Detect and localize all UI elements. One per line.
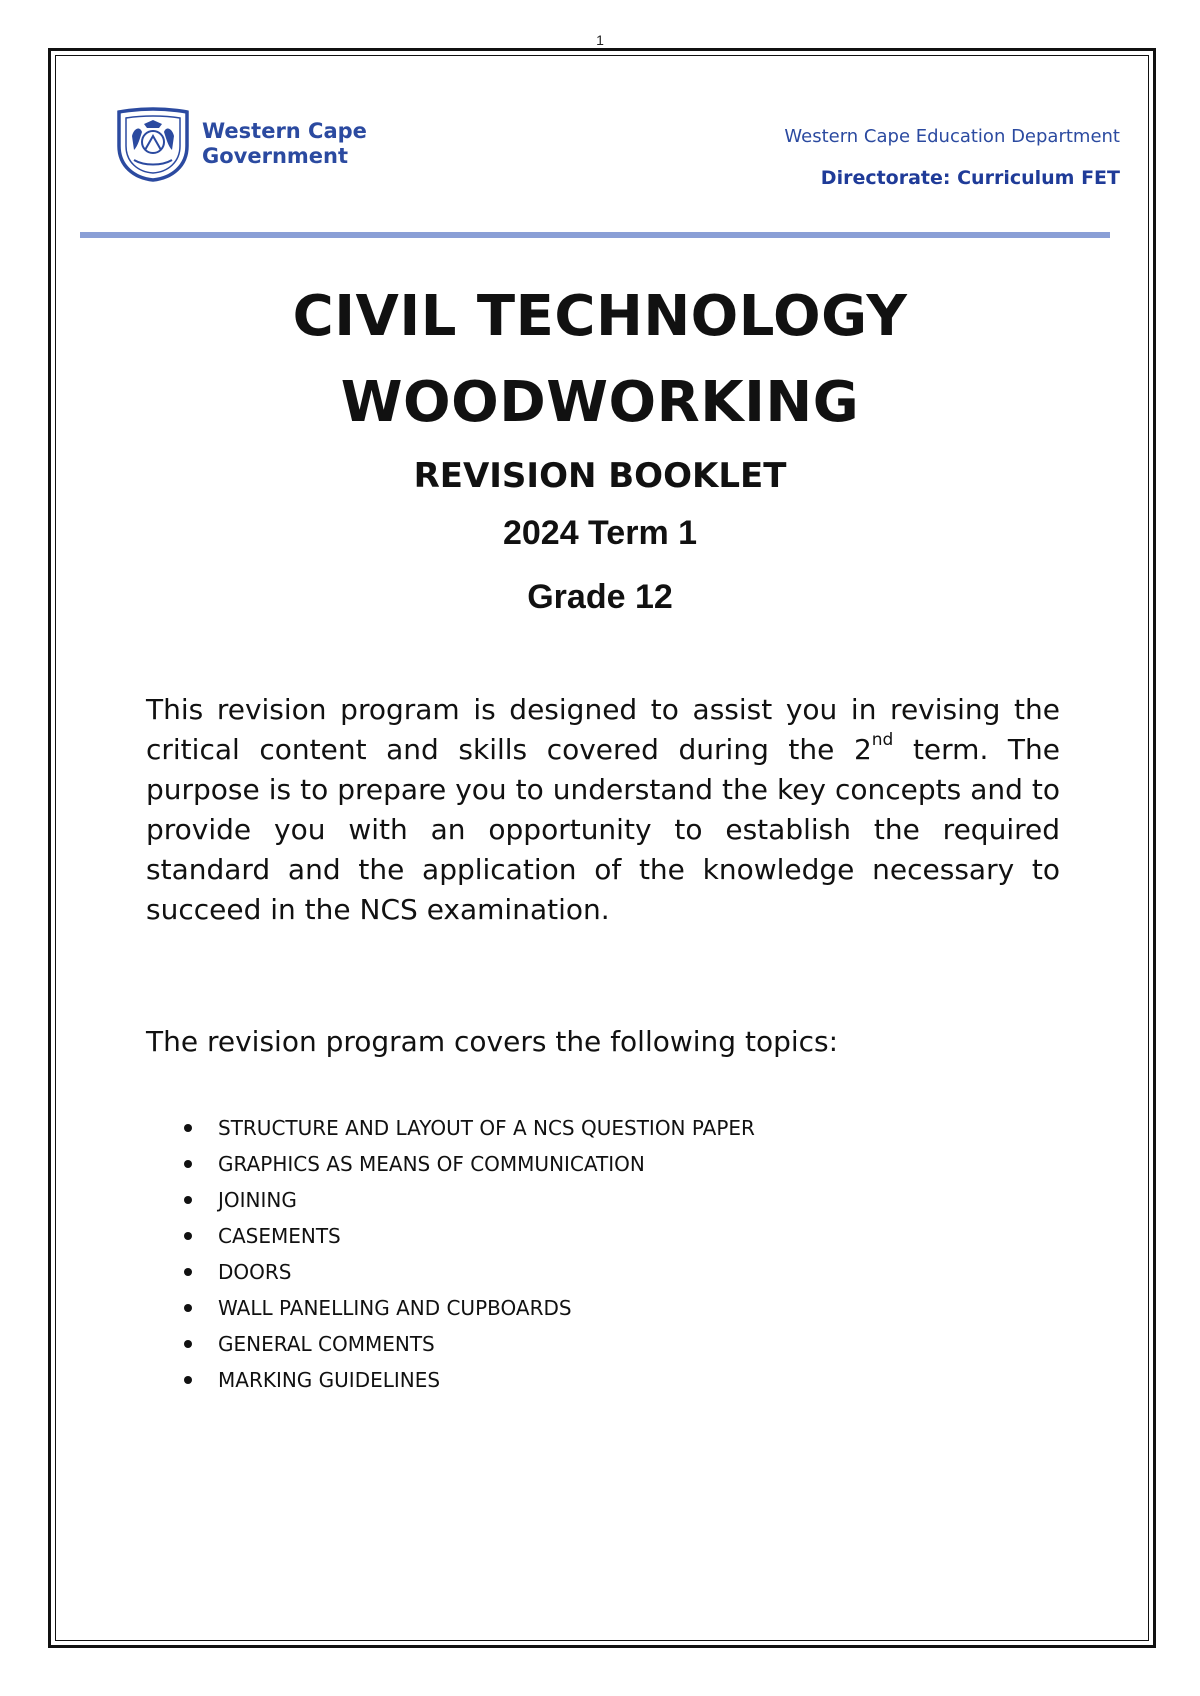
wcg-logo: [114, 106, 367, 182]
list-item: [182, 1254, 755, 1290]
intro-paragraph: [146, 690, 1060, 930]
bullet-icon: [184, 1340, 192, 1348]
list-item: [182, 1326, 755, 1362]
list-item: [182, 1362, 755, 1398]
intro-part-2: term. The purpose is to prepare you to understand the key concepts and to provide you with an opportunity to establish the required standard and the application of the knowledge necessary to succeed in the NCS examination.: [146, 733, 1061, 926]
topic-label: STRUCTURE AND LAYOUT OF A NCS QUESTION PAPER: [218, 1116, 755, 1140]
topic-label: GENERAL COMMENTS: [218, 1332, 435, 1356]
department-name: Western Cape Education Department: [784, 126, 1120, 147]
bullet-icon: [184, 1232, 192, 1240]
title-line-2: WOODWORKING: [340, 370, 860, 435]
list-item: [182, 1146, 755, 1182]
bullet-icon: [184, 1268, 192, 1276]
bullet-icon: [184, 1196, 192, 1204]
booklet-subtitle: REVISION BOOKLET: [413, 456, 787, 496]
intro-superscript: nd: [871, 730, 894, 750]
header-divider: [80, 232, 1110, 238]
list-item: [182, 1290, 755, 1326]
term-label: 2024 Term 1: [502, 514, 698, 552]
topic-label: DOORS: [218, 1260, 292, 1284]
topic-label: GRAPHICS AS MEANS OF COMMUNICATION: [218, 1152, 645, 1176]
grade-label: Grade 12: [527, 578, 673, 616]
bullet-icon: [184, 1124, 192, 1132]
topic-label: JOINING: [218, 1188, 297, 1212]
logo-line-1: Western Cape: [202, 119, 367, 143]
list-item: [182, 1218, 755, 1254]
topics-intro: The revision program covers the following topics:: [146, 1025, 839, 1058]
topic-label: WALL PANELLING AND CUPBOARDS: [218, 1296, 572, 1320]
topics-list: [182, 1110, 755, 1398]
page-number: 1: [596, 32, 604, 48]
department-block: [784, 126, 1120, 190]
bullet-icon: [184, 1376, 192, 1384]
intro-part-1: This revision program is designed to assist you in revising the critical content and skills covered during the 2: [146, 693, 1060, 766]
list-item: [182, 1182, 755, 1218]
topic-label: MARKING GUIDELINES: [218, 1368, 441, 1392]
topic-label: CASEMENTS: [218, 1224, 341, 1248]
list-item: [182, 1110, 755, 1146]
title-line-1: CIVIL TECHNOLOGY: [292, 284, 908, 349]
bullet-icon: [184, 1304, 192, 1312]
logo-line-2: Government: [202, 144, 349, 168]
bullet-icon: [184, 1160, 192, 1168]
coat-of-arms-icon: [114, 106, 192, 182]
directorate-name: Directorate: Curriculum FET: [820, 167, 1120, 189]
